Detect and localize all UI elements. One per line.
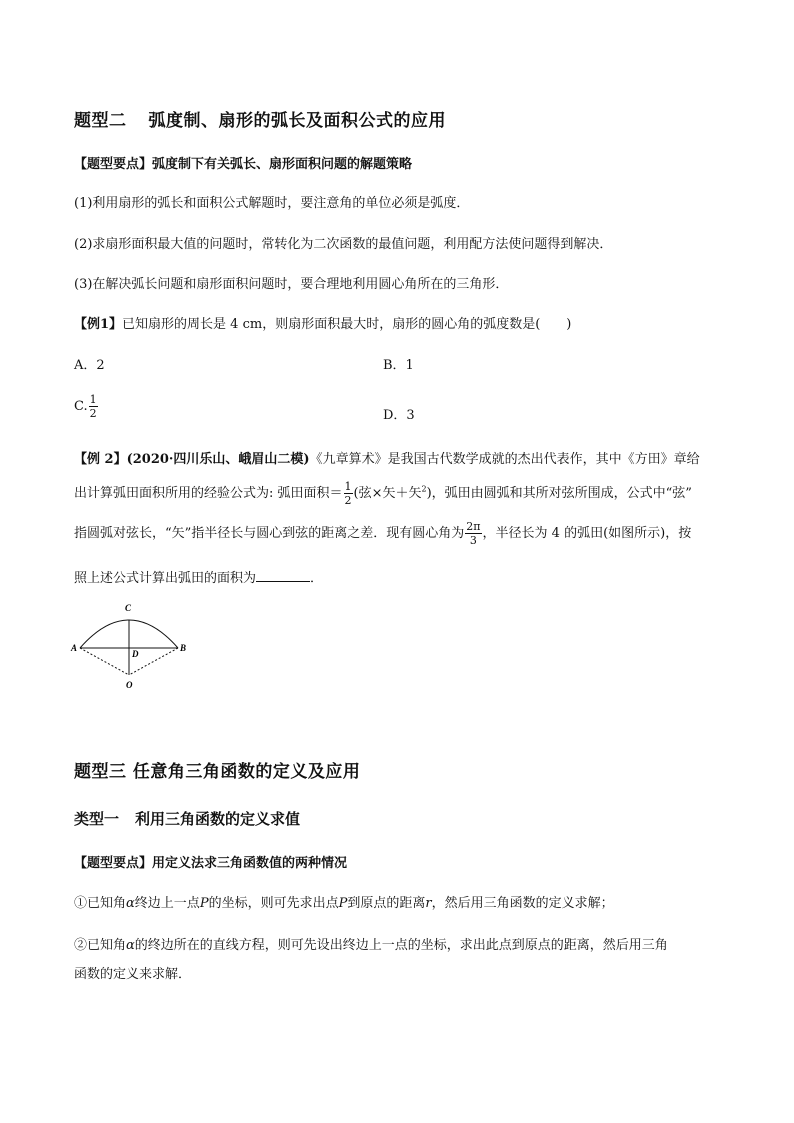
option-c-numerator: 1 (89, 393, 97, 406)
option-c-fraction (89, 394, 98, 419)
section3-title: 题型三 任意角三角函数的定义及应用 (74, 762, 361, 782)
example2-line4-text: 照上述公式计算出弧田的面积为 (74, 571, 257, 586)
section2-title-number: 题型二 (74, 111, 127, 131)
angle-denominator: 3 (469, 534, 477, 547)
example2-line4-end: ． (310, 571, 324, 586)
half-denominator: 2 (344, 494, 352, 507)
superscript-2: 2 (421, 484, 427, 494)
item-2-line2: 函数的定义来求解． (74, 967, 192, 982)
type1-number: 类型一 (74, 810, 120, 828)
option-d: D．3 (383, 408, 415, 423)
formula-half-fraction (344, 481, 353, 506)
example2-line1 (74, 448, 700, 467)
example2-line3-a: 指圆弧对弦长，“矢”指半径长与圆心到弦的距离之差．现有圆心角为 (74, 526, 465, 541)
point-p-symbol: P (199, 896, 209, 911)
example1-text: 已知扇形的周长是 4 cm，则扇形面积最大时，扇形的圆心角的弧度数是( ) (122, 317, 572, 332)
label-b: B (180, 643, 187, 653)
example2-source: (2020·四川乐山、峨眉山二模) (126, 452, 310, 467)
item1-c: 的坐标，则可先求出点 (208, 896, 339, 911)
example2-label: 【例 2】 (74, 452, 127, 467)
label-d: D (132, 649, 139, 659)
alpha-symbol-2: α (126, 938, 135, 953)
arc-field-figure (66, 598, 196, 694)
item1-b: 终边上一点 (134, 896, 200, 911)
example2-line3-b: ，半径长为 4 的弧田(如图所示)，按 (482, 526, 692, 541)
item-2 (74, 934, 668, 953)
example2-line4 (74, 567, 323, 586)
example2-line2-b: (弦×矢＋矢 (353, 486, 422, 501)
section2-key-points (74, 153, 412, 172)
point-2: (2)求扇形面积最大值的问题时，常转化为二次函数的最值问题，利用配方法使问题得到解决． (74, 237, 613, 252)
item2-b: 的终边所在的直线方程，则可先设出终边上一点的坐标，求出此点到原点的距离，然后用三角 (134, 938, 668, 953)
half-numerator: 1 (344, 480, 352, 493)
point-p-symbol-2: P (338, 896, 348, 911)
example1 (74, 313, 571, 332)
answer-blank (256, 569, 310, 582)
label-c: C (125, 603, 132, 613)
label-a: A (71, 643, 78, 653)
option-c-prefix: C. (74, 399, 88, 414)
option-c-denominator: 2 (89, 407, 97, 420)
point-1: (1)利用扇形的弧长和面积公式解题时，要注意角的单位必须是弧度． (74, 196, 470, 211)
key-text: 弧度制下有关弧长、扇形面积问题的解题策略 (152, 157, 413, 172)
example2-line1-text: 《九章算术》是我国古代数学成就的杰出代表作，其中《方田》章给 (309, 452, 700, 467)
example1-label: 【例1】 (74, 317, 123, 332)
label-o: O (126, 680, 133, 690)
item1-a: ①已知角 (74, 896, 127, 911)
alpha-symbol: α (126, 896, 135, 911)
example2-line2-a: 出计算弧田面积所用的经验公式为: 弧田面积＝ (74, 486, 343, 501)
option-c (74, 394, 99, 419)
type1-heading (74, 808, 300, 829)
option-a: A．2 (74, 358, 105, 373)
section3-key-text: 用定义法求三角函数值的两种情况 (152, 856, 348, 871)
section3-key-points (74, 852, 347, 871)
section2-title-text: 弧度制、扇形的弧长及面积公式的应用 (148, 111, 446, 131)
angle-numerator: 2π (466, 520, 481, 533)
option-b: B．1 (383, 358, 414, 373)
item2-a: ②已知角 (74, 938, 127, 953)
item1-d: 到原点的距离 (347, 896, 426, 911)
type1-text: 利用三角函数的定义求值 (135, 810, 301, 828)
section2-title (74, 106, 446, 131)
example2-line2-c: )，弧田由圆弧和其所对弦所围成，公式中“弦” (426, 486, 692, 501)
item1-e: ，然后用三角函数的定义求解； (431, 896, 614, 911)
example2-line3 (74, 521, 691, 546)
section3-key-label: 【题型要点】 (74, 856, 153, 871)
point-3: (3)在解决弧长问题和扇形面积问题时，要合理地利用圆心角所在的三角形． (74, 277, 509, 292)
central-angle-fraction (465, 521, 481, 546)
example2-line2 (74, 481, 692, 506)
radius-oa (80, 648, 129, 675)
item-1 (74, 892, 614, 911)
key-label: 【题型要点】 (74, 157, 153, 172)
r-symbol: r (425, 896, 432, 911)
